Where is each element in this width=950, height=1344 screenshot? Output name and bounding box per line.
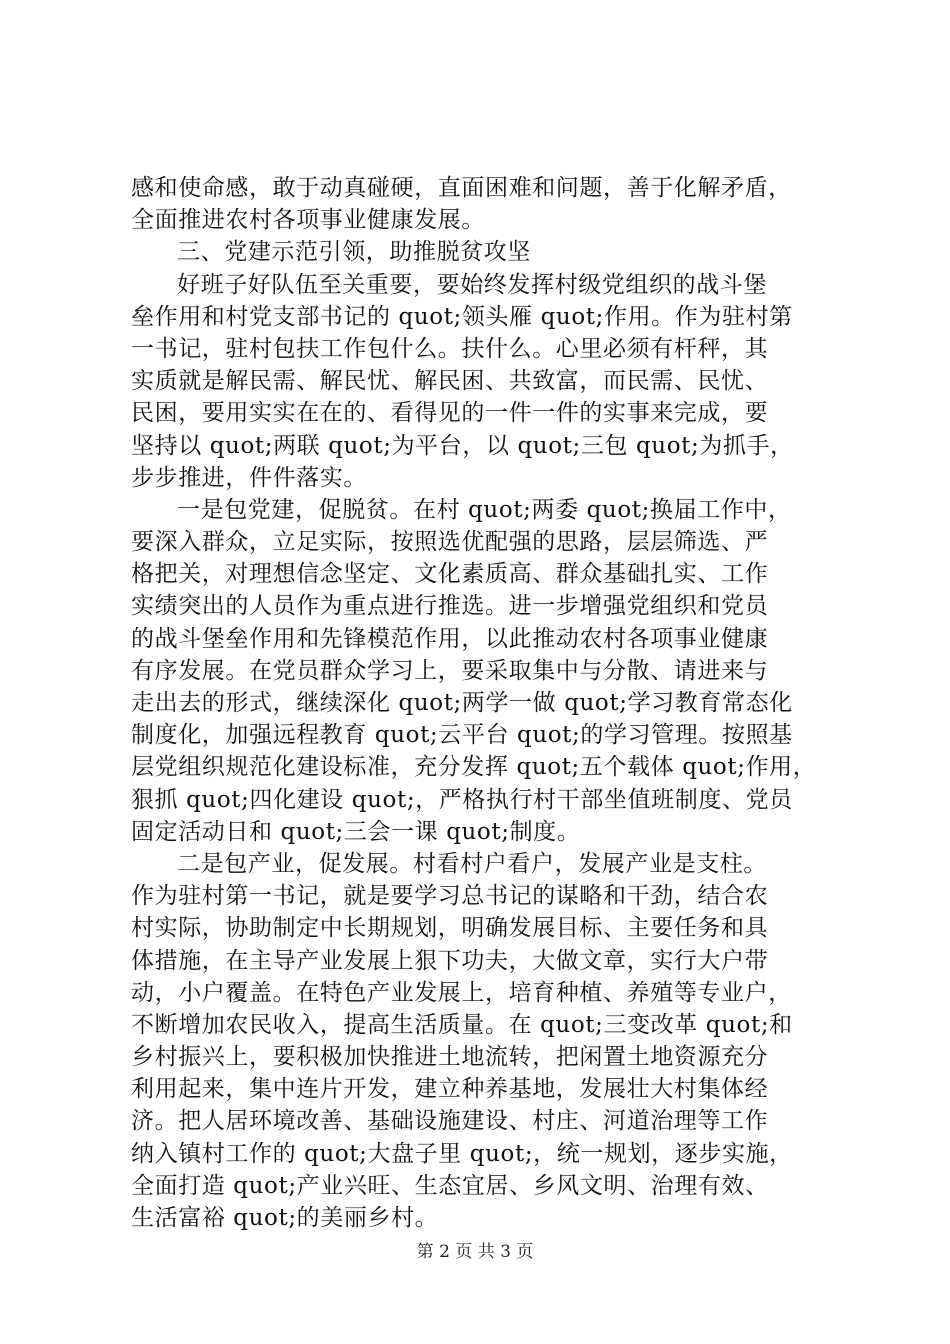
text-line: 层党组织规范化建设标准，充分发挥 quot;五个载体 quot;作用， xyxy=(131,754,817,781)
text-line: 实绩突出的人员作为重点进行推选。进一步增强党组织和党员 xyxy=(131,593,769,620)
document-body xyxy=(131,172,849,1234)
text-line: 村实际，协助制定中长期规划，明确发展目标、主要任务和具 xyxy=(131,915,769,942)
paragraph-start-line: 好班子好队伍至关重要，要始终发挥村级党组织的战斗堡 xyxy=(177,271,767,298)
text-line: 步步推进，件件落实。 xyxy=(131,464,367,491)
text-line: 作为驻村第一书记，就是要学习总书记的谋略和干劲，结合农 xyxy=(131,883,769,910)
text-line: 感和使命感，敢于动真碰硬，直面困难和问题，善于化解矛盾， xyxy=(131,175,792,201)
text-line: 垒作用和村党支部书记的 quot;领头雁 quot;作用。作为驻村第 xyxy=(131,303,793,330)
paragraph-start-line: 二是包产业，促发展。村看村户看户，发展产业是支柱。 xyxy=(177,850,767,877)
text-line: 狠抓 quot;四化建设 quot;，严格执行村干部坐值班制度、党员 xyxy=(131,786,793,813)
text-line: 动，小户覆盖。在特色产业发展上，培育种植、养殖等专业户， xyxy=(131,979,792,1006)
text-line: 格把关，对理想信念坚定、文化素质高、群众基础扎实、工作 xyxy=(131,561,769,588)
page-footer: 第 2 页 共 3 页 xyxy=(416,1242,534,1262)
paragraph-start-line: 一是包党建，促脱贫。在村 quot;两委 quot;换届工作中， xyxy=(177,496,792,523)
text-line: 的战斗堡垒作用和先锋模范作用，以此推动农村各项事业健康 xyxy=(131,625,769,652)
text-line: 实质就是解民需、解民忧、解民困、共致富，而民需、民忧、 xyxy=(131,368,769,395)
text-line: 乡村振兴上，要积极加快推进土地流转，把闲置土地资源充分 xyxy=(131,1044,769,1071)
text-line: 固定活动日和 quot;三会一课 quot;制度。 xyxy=(131,818,581,845)
text-line: 生活富裕 quot;的美丽乡村。 xyxy=(131,1205,439,1231)
text-line: 有序发展。在党员群众学习上，要采取集中与分散、请进来与 xyxy=(131,657,769,684)
section-heading: 三、党建示范引领，助推脱贫攻坚 xyxy=(177,239,531,266)
text-line: 济。把人居环境改善、基础设施建设、村庄、河道治理等工作 xyxy=(131,1108,769,1135)
text-line: 一书记，驻村包扶工作包什么。扶什么。心里必须有杆秤，其 xyxy=(131,335,769,362)
text-line: 利用起来，集中连片开发，建立种养基地，发展壮大村集体经 xyxy=(131,1076,769,1103)
text-line: 走出去的形式，继续深化 quot;两学一做 quot;学习教育常态化 xyxy=(131,690,793,716)
text-line: 不断增加农民收入，提高生活质量。在 quot;三变改革 quot;和 xyxy=(131,1011,793,1038)
text-line: 纳入镇村工作的 quot;大盘子里 quot;，统一规划，逐步实施， xyxy=(131,1140,793,1167)
text-line: 全面打造 quot;产业兴旺、生态宜居、乡风文明、治理有效、 xyxy=(131,1172,769,1199)
text-line: 要深入群众，立足实际，按照选优配强的思路，层层筛选、严 xyxy=(131,529,769,556)
text-line: 体措施，在主导产业发展上狠下功夫，大做文章，实行大户带 xyxy=(131,947,769,974)
text-line: 全面推进农村各项事业健康发展。 xyxy=(131,207,485,234)
text-line: 坚持以 quot;两联 quot;为平台，以 quot;三包 quot;为抓手， xyxy=(131,432,794,459)
text-line: 制度化，加强远程教育 quot;云平台 quot;的学习管理。按照基 xyxy=(131,722,793,749)
text-line: 民困，要用实实在在的、看得见的一件一件的实事来完成，要 xyxy=(131,400,769,427)
